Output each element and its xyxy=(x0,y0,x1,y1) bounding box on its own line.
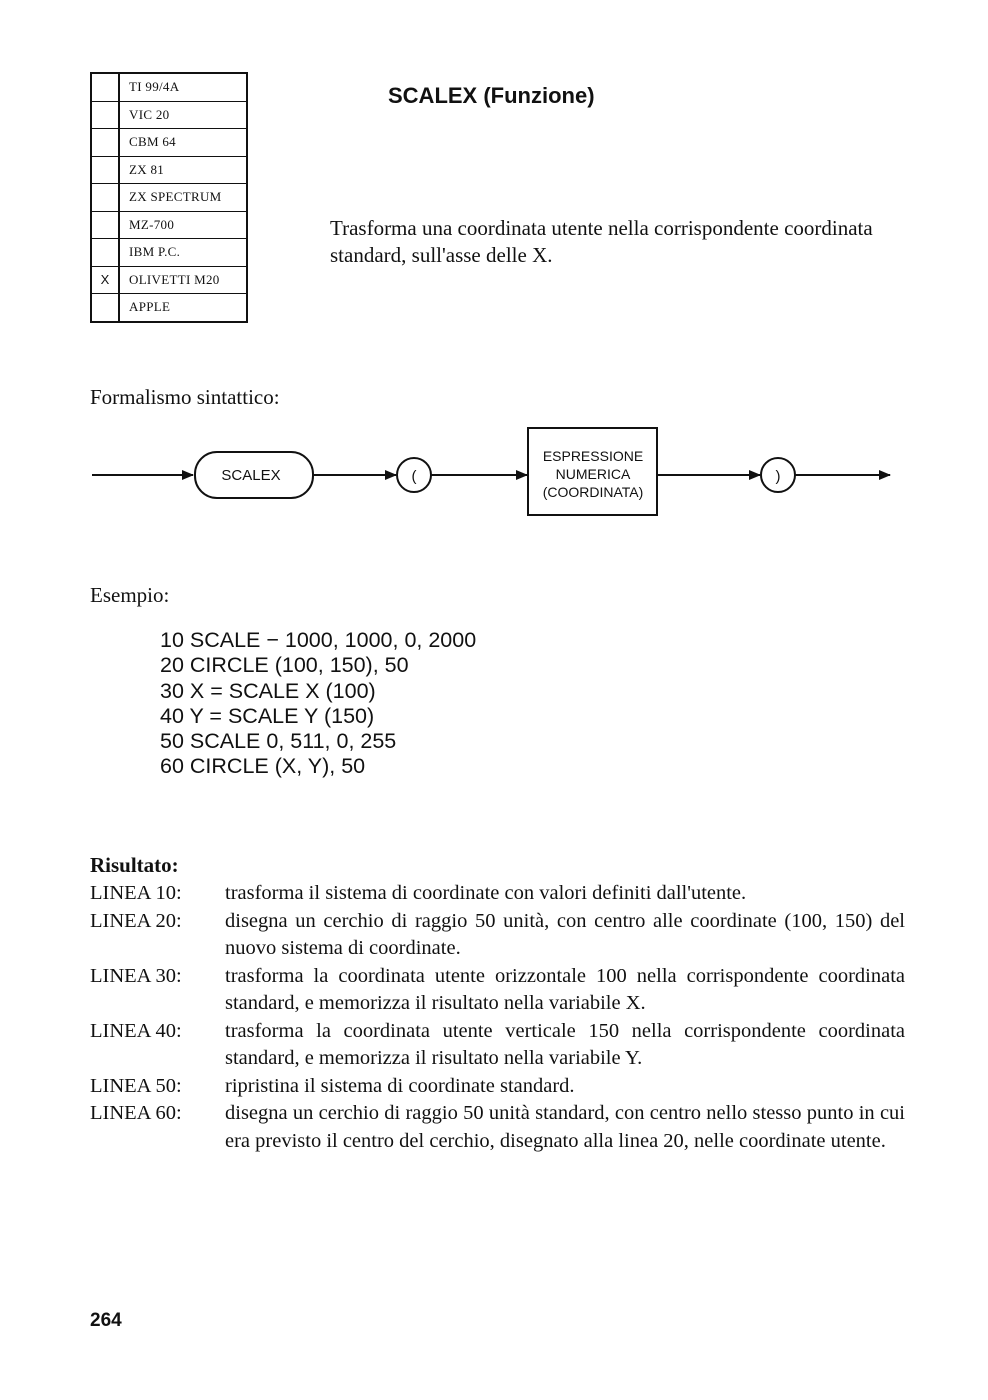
open-paren-label: ( xyxy=(411,468,417,485)
results-heading: Risultato: xyxy=(90,853,179,877)
compat-mark xyxy=(92,184,120,211)
result-item xyxy=(90,880,905,908)
result-description: trasforma il sistema di coordinate con valori definiti dall'utente. xyxy=(225,882,747,904)
compat-row xyxy=(92,157,246,185)
result-description: disegna un cerchio di raggio 50 unità, con centro alle coordinate (100, 150) del nuovo sistema di coordinate. xyxy=(225,909,905,959)
code-listing xyxy=(160,628,476,780)
compat-mark xyxy=(92,74,120,101)
compat-machine: CBM 64 xyxy=(129,134,176,150)
result-item xyxy=(90,1073,905,1101)
argument-line: (COORDINATA) xyxy=(542,484,644,500)
result-line-label: LINEA 30: xyxy=(90,964,182,987)
example-heading: Esempio: xyxy=(90,583,170,607)
code-line: 50 SCALE 0, 511, 0, 255 xyxy=(160,729,397,754)
result-line-label: LINEA 50: xyxy=(90,1074,182,1097)
result-line-label: LINEA 10: xyxy=(90,882,182,904)
compat-machine: IBM P.C. xyxy=(129,244,181,260)
result-item xyxy=(90,908,905,963)
compat-row xyxy=(92,267,246,295)
compat-machine: ZX SPECTRUM xyxy=(129,189,222,205)
syntax-heading: Formalismo sintattico: xyxy=(90,385,280,409)
code-line: 10 SCALE − 1000, 1000, 0, 2000 xyxy=(160,628,477,652)
compat-row xyxy=(92,212,246,240)
syntax-diagram xyxy=(0,420,988,530)
compat-machine: MZ-700 xyxy=(129,216,175,232)
compatibility-table xyxy=(90,72,248,323)
compat-mark xyxy=(92,157,120,184)
result-description: disegna un cerchio di raggio 50 unità standard, con centro nello stesso punto in cui era previsto il centro del cerchio, disegnato alla linea 20, nelle coordinate utente. xyxy=(225,1102,905,1152)
keyword-label: SCALEX xyxy=(221,467,281,484)
result-line-label: LINEA 40: xyxy=(90,1019,182,1042)
page-number: 264 xyxy=(90,1310,122,1331)
compat-machine: VIC 20 xyxy=(129,106,170,122)
result-description: trasforma la coordinata utente orizzontale 100 nella corrispondente coordinata standard, e memorizza il risultato nella variabile X. xyxy=(225,964,905,1014)
compat-mark xyxy=(92,102,120,129)
argument-line: ESPRESSIONE xyxy=(542,448,644,464)
compat-row xyxy=(92,294,246,322)
page-title: SCALEX (Funzione) xyxy=(388,83,595,108)
result-description: ripristina il sistema di coordinate standard. xyxy=(225,1074,575,1097)
result-item xyxy=(90,963,905,1018)
compat-mark xyxy=(92,129,120,156)
intro-paragraph: Trasforma una coordinata utente nella corrispondente coordinata standard, sull'asse delle X. xyxy=(330,216,873,267)
code-line: 20 CIRCLE (100, 150), 50 xyxy=(160,653,409,678)
compat-mark xyxy=(92,239,120,266)
code-line: 30 X = SCALE X (100) xyxy=(160,678,376,703)
compat-row xyxy=(92,74,246,102)
compat-machine: ZX 81 xyxy=(129,161,165,177)
compat-machine: OLIVETTI M20 xyxy=(129,271,220,287)
code-line: 40 Y = SCALE Y (150) xyxy=(160,703,375,728)
results-list xyxy=(90,880,905,1155)
result-item xyxy=(90,1018,905,1073)
compat-row xyxy=(92,239,246,267)
result-line-label: LINEA 60: xyxy=(90,1102,182,1124)
compat-mark: X xyxy=(92,267,120,294)
result-line-label: LINEA 20: xyxy=(90,909,182,932)
compat-mark xyxy=(92,212,120,239)
close-paren-label: ) xyxy=(775,468,781,485)
compat-mark xyxy=(92,294,120,321)
result-item xyxy=(90,1100,905,1155)
code-line: 60 CIRCLE (X, Y), 50 xyxy=(160,754,366,779)
compat-row xyxy=(92,129,246,157)
compat-row xyxy=(92,184,246,212)
compat-machine: TI 99/4A xyxy=(129,79,180,95)
compat-machine: APPLE xyxy=(129,299,171,315)
result-description: trasforma la coordinata utente verticale 150 nella corrispondente coordinata standard, e memorizza il risultato nella variabile Y. xyxy=(225,1019,905,1069)
compat-row xyxy=(92,102,246,130)
argument-line: NUMERICA xyxy=(555,466,631,482)
